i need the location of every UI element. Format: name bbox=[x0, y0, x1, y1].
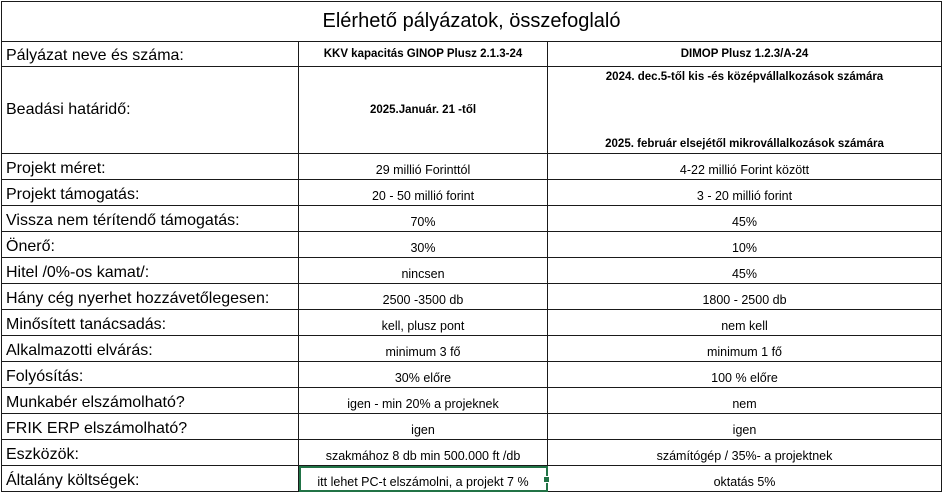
row-col2-cell[interactable] bbox=[548, 388, 942, 414]
table-row bbox=[2, 258, 942, 284]
row-label: Munkabér elszámolható? bbox=[6, 394, 185, 411]
row-col1-cell[interactable] bbox=[299, 310, 548, 336]
row-col1-cell[interactable] bbox=[299, 154, 548, 180]
deadline-col2-cell[interactable] bbox=[548, 67, 942, 154]
row-value-dimop: 4-22 millió Forint között bbox=[679, 163, 810, 177]
row-label: Alkalmazotti elvárás: bbox=[6, 342, 153, 359]
row-label: FRIK ERP elszámolható? bbox=[6, 420, 188, 437]
row-label-cell[interactable] bbox=[2, 466, 299, 492]
table-row bbox=[2, 232, 942, 258]
table-row bbox=[2, 180, 942, 206]
row-label-cell[interactable] bbox=[2, 206, 299, 232]
table-row bbox=[2, 466, 942, 492]
row-value-dimop: 10% bbox=[731, 241, 758, 255]
row-label-cell[interactable] bbox=[2, 154, 299, 180]
row-value-ginop: itt lehet PC-t elszámolni, a projekt 7 % bbox=[317, 475, 529, 489]
row-col2-cell[interactable] bbox=[548, 466, 942, 492]
table-row bbox=[2, 388, 942, 414]
row-label: Hitel /0%-os kamat/: bbox=[6, 264, 150, 281]
row-value-dimop: igen bbox=[732, 423, 757, 437]
row-label: Hány cég nyerhet hozzávetőlegesen: bbox=[6, 290, 270, 307]
deadline-col1-cell[interactable] bbox=[299, 67, 548, 154]
spreadsheet bbox=[0, 1, 942, 489]
row-label: Önerő: bbox=[6, 238, 55, 255]
row-value-dimop: nem kell bbox=[721, 319, 768, 333]
row-label-cell[interactable] bbox=[2, 232, 299, 258]
row-value-ginop: 70% bbox=[410, 215, 436, 229]
row-value-dimop: 100 % előre bbox=[711, 371, 778, 385]
row-value-ginop: 20 - 50 millió forint bbox=[371, 189, 475, 203]
row-value-ginop: 30% előre bbox=[394, 371, 452, 385]
row-value-dimop: 45% bbox=[731, 215, 758, 229]
row-label: Általány költségek: bbox=[6, 472, 140, 489]
row-col1-cell[interactable] bbox=[299, 440, 548, 466]
program-name-dimop: DIMOP Plusz 1.2.3/A-24 bbox=[680, 48, 809, 60]
selected-cell[interactable] bbox=[299, 466, 548, 492]
row-col2-cell[interactable] bbox=[548, 154, 942, 180]
table-row bbox=[2, 310, 942, 336]
header-label-cell[interactable] bbox=[2, 42, 299, 67]
row-label-cell[interactable] bbox=[2, 362, 299, 388]
row-col2-cell[interactable] bbox=[548, 362, 942, 388]
row-col1-cell[interactable] bbox=[299, 388, 548, 414]
fill-handle[interactable] bbox=[543, 476, 550, 483]
row-col1-cell[interactable] bbox=[299, 414, 548, 440]
row-value-ginop: szakmához 8 db min 500.000 ft /db bbox=[325, 449, 521, 463]
row-label: Eszközök: bbox=[6, 446, 79, 463]
row-col2-cell[interactable] bbox=[548, 232, 942, 258]
row-label: Folyósítás: bbox=[6, 368, 84, 385]
deadline-label-cell[interactable] bbox=[2, 67, 299, 154]
row-col1-cell[interactable] bbox=[299, 180, 548, 206]
row-label: Projekt méret: bbox=[6, 160, 106, 177]
row-col2-cell[interactable] bbox=[548, 414, 942, 440]
row-value-ginop: igen - min 20% a projeknek bbox=[347, 397, 499, 411]
row-col2-cell[interactable] bbox=[548, 440, 942, 466]
row-value-ginop: 29 millió Forinttól bbox=[375, 163, 471, 177]
row-col2-cell[interactable] bbox=[548, 336, 942, 362]
row-value-dimop: nem bbox=[732, 397, 757, 411]
row-value-dimop: 45% bbox=[731, 267, 758, 281]
table-row bbox=[2, 414, 942, 440]
table-row bbox=[2, 336, 942, 362]
row-value-ginop: igen bbox=[411, 423, 435, 437]
row-col2-cell[interactable] bbox=[548, 180, 942, 206]
program-name-ginop: KKV kapacitás GINOP Plusz 2.1.3-24 bbox=[323, 48, 523, 60]
row-col1-cell[interactable] bbox=[299, 258, 548, 284]
row-value-dimop: számítógép / 35%- a projektnek bbox=[656, 449, 833, 463]
sheet-title-cell[interactable] bbox=[2, 2, 942, 42]
row-label: Vissza nem térítendő támogatás: bbox=[6, 212, 240, 229]
table-row bbox=[2, 440, 942, 466]
row-value-ginop: nincsen bbox=[401, 267, 445, 281]
row-value-ginop: 30% bbox=[410, 241, 436, 255]
row-label-cell[interactable] bbox=[2, 336, 299, 362]
row-col1-cell[interactable] bbox=[299, 206, 548, 232]
deadline-dimop-sme: 2024. dec.5-től kis -és középvállalkozások számára bbox=[605, 71, 884, 83]
row-col2-cell[interactable] bbox=[548, 258, 942, 284]
deadline-label: Beadási határidő: bbox=[6, 100, 131, 118]
deadline-dimop-micro: 2025. február elsejétől mikrovállalkozások számára bbox=[605, 138, 884, 150]
summary-table bbox=[1, 1, 942, 492]
row-label-cell[interactable] bbox=[2, 180, 299, 206]
header-col2-cell[interactable] bbox=[548, 42, 942, 67]
header-col1-cell[interactable] bbox=[299, 42, 548, 67]
row-label-cell[interactable] bbox=[2, 414, 299, 440]
row-label-cell[interactable] bbox=[2, 258, 299, 284]
row-label-cell[interactable] bbox=[2, 310, 299, 336]
row-col2-cell[interactable] bbox=[548, 206, 942, 232]
row-col2-cell[interactable] bbox=[548, 310, 942, 336]
table-row bbox=[2, 154, 942, 180]
table-row bbox=[2, 362, 942, 388]
sheet-title: Elérhető pályázatok, összefoglaló bbox=[322, 10, 621, 32]
row-label: Projekt támogatás: bbox=[6, 186, 140, 203]
row-label: Minősített tanácsadás: bbox=[6, 316, 167, 333]
table-row bbox=[2, 206, 942, 232]
table-row bbox=[2, 284, 942, 310]
row-col1-cell[interactable] bbox=[299, 284, 548, 310]
row-value-dimop: 1800 - 2500 db bbox=[702, 293, 787, 307]
row-value-ginop: minimum 3 fő bbox=[385, 345, 461, 359]
row-value-dimop: 3 - 20 millió forint bbox=[696, 189, 793, 203]
row-value-dimop: minimum 1 fő bbox=[706, 345, 783, 359]
row-label-cell[interactable] bbox=[2, 388, 299, 414]
row-label-cell[interactable] bbox=[2, 284, 299, 310]
row-label-cell[interactable] bbox=[2, 440, 299, 466]
row-value-dimop: oktatás 5% bbox=[713, 475, 776, 489]
header-label: Pályázat neve és száma: bbox=[6, 47, 184, 64]
row-value-ginop: kell, plusz pont bbox=[381, 319, 465, 333]
row-col1-cell[interactable] bbox=[299, 232, 548, 258]
row-col1-cell[interactable] bbox=[299, 336, 548, 362]
row-col1-cell[interactable] bbox=[299, 362, 548, 388]
row-col2-cell[interactable] bbox=[548, 284, 942, 310]
row-value-ginop: 2500 -3500 db bbox=[382, 293, 464, 307]
deadline-ginop: 2025.Január. 21 -től bbox=[369, 104, 477, 116]
